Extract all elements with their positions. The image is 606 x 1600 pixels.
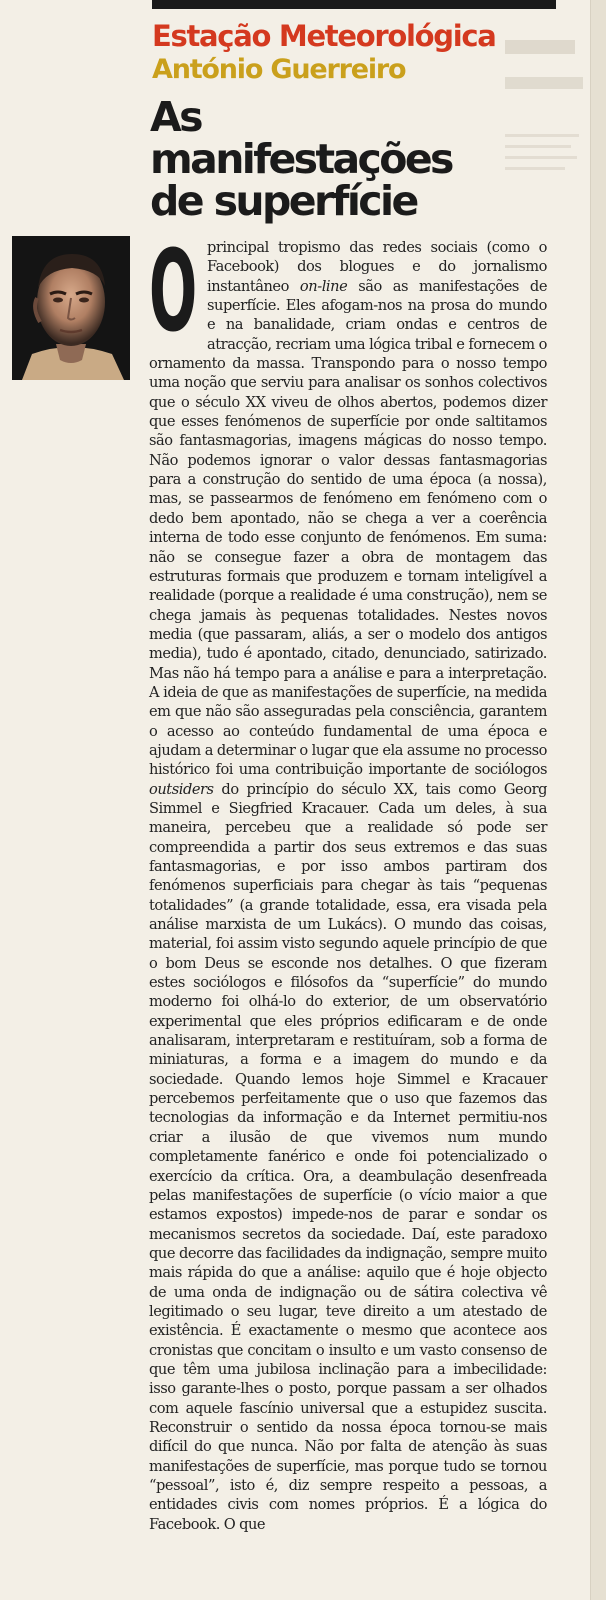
- top-rule: [152, 0, 556, 9]
- article-text-3: do princípio do século XX, tais como Georg Simmel e Siegfried Kracauer. Cada um deles, à sua maneira, percebeu que a realidade só pode ser compreendida a partir dos seus extremos e das suas fantasmagorias, e por isso ambos partiram dos fenómenos superficiais para chegar às tais “pequenas totalidades” (a grande totalidade, essa, era visada pela análise marxista de um Lukács). O mundo das coisas, material, foi assim visto segundo aquele princípio de que o bom Deus se esconde nos detalhes. O que fizeram estes sociólogos e filósofos da “superfície” do mundo moderno foi olhá-lo do exterior, de um observatório experimental que eles próprios edificaram e de onde analisaram, interpretaram e restituíram, sob a forma de miniaturas, a forma e a imagem do mundo e da sociedade. Quando lemos hoje Simmel e Kracauer percebemos perfeitamente que o uso que fazemos das tecnologias da informação e da Internet permitiu-nos criar a ilusão de que vivemos num mundo completamente fanérico e onde foi potencializado o exercício da crítica. Ora, a deambulação desenfreada pelas manifestações de superfície (o vício maior a que estamos expostos) impede-nos de parar e sondar os mecanismos secretos da sociedade. Daí, este paradoxo que decorre das facilidades da indignação, sempre muito mais rápida do que a análise: aquilo que é hoje objecto de uma onda de indignação ou de sátira colectiva vê legitimado o seu lugar, teve direito a um atestado de existência. É exactamente o mesmo que acontece aos cronistas que concitam o insulto e um vasto consenso de que têm uma jubilosa inclinação para a imbecilidade: isso garante-lhes o posto, porque passam a ser olhados com aquele fascínio universal que a estupidez suscita. Reconstruir o sentido da nossa época tornou-se mais difícil do que nunca. Não por falta de atenção às suas manifestações de superfície, mas porque tudo se tornou “pessoal”, isto é, diz sempre respeito a pessoas, a entidades civis com nomes próprios. É a lógica do Facebook. O que: [149, 780, 547, 1533]
- article-text-2: são as manifestações de superfície. Eles afogam-nos na prosa do mundo e na banalidade, criam ondas e centros de atracção, recriam uma lógica tribal e fornecem o ornamento da massa. Transpondo para o nosso tempo uma noção que serviu para analisar os sonhos colectivos que o século XX viveu de olhos abertos, podemos dizer que esses fenómenos de superfície por onde saltitamos são fantasmagorias, imagens mágicas do nosso tempo. Não podemos ignorar o valor dessas fantasmagorias para a construção do sentido de uma época (a nossa), mas, se passearmos de fenómeno em fenómeno com o dedo bem apontado, não se chega a ver a coerência interna de todo esse conjunto de fenómenos. Em suma: não se consegue fazer a obra de montagem das estruturas formais que produzem e tornam inteligível a realidade (porque a realidade é uma construção), nem se chega jamais às pequenas totalidades. Nestes novos media (que passaram, aliás, a ser o modelo dos antigos media), tudo é apontado, citado, denunciado, satirizado. Mas não há tempo para a análise e para a interpretação. A ideia de que as manifestações de superfície, na medida em que não são asseguradas pela consciência, garantem o acesso ao conteúdo fundamental de uma época e ajudam a determinar o lugar que ela assume no processo histórico foi uma contribuição importante de sociólogos: [149, 277, 547, 779]
- headline: As manifestações de superfície: [150, 93, 452, 225]
- section-title: Estação Meteorológica: [152, 19, 496, 53]
- article-text-1: principal tropismo das redes sociais (como o Facebook) dos blogues e do jornalismo instantâneo: [207, 239, 547, 295]
- portrait-illustration: [12, 236, 130, 380]
- author-name: António Guerreiro: [152, 54, 406, 85]
- drop-cap: [149, 242, 197, 338]
- article-body: [149, 238, 547, 1534]
- adjacent-page-edge: [590, 0, 606, 1600]
- author-photo: [12, 236, 130, 380]
- drop-cap-letter: O: [149, 242, 197, 338]
- article-emphasis-online: on-line: [299, 277, 348, 295]
- article-emphasis-outsiders: outsiders: [149, 780, 214, 798]
